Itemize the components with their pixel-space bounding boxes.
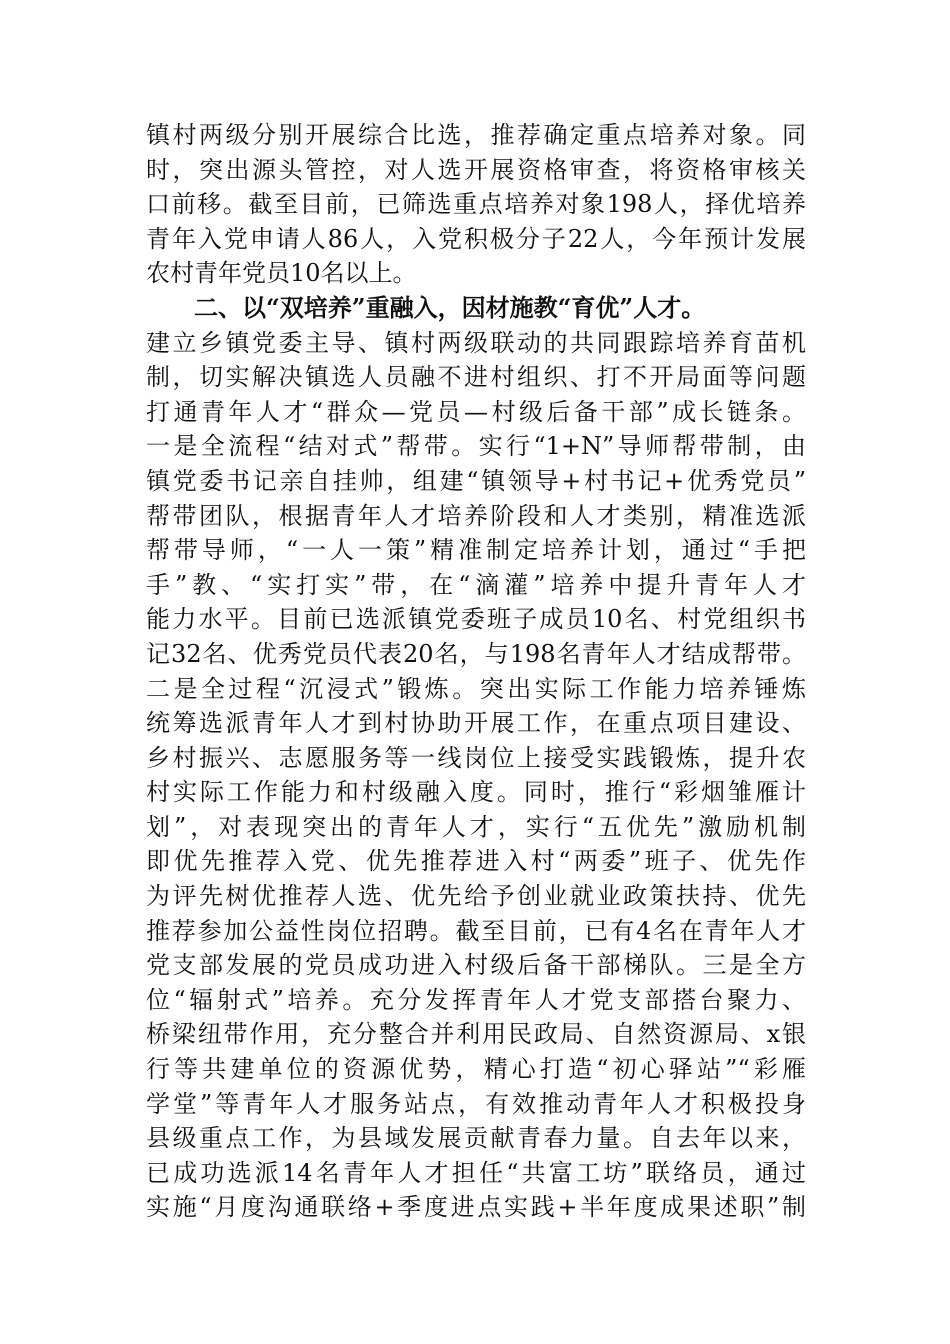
text-line: 建立乡镇党委主导、镇村两级联动的共同跟踪培养育苗机	[146, 328, 806, 357]
text-line: 农村青年党员10名以上。	[146, 259, 417, 288]
text-line: 帮带团队，根据青年人才培养阶段和人才类别，精准选派	[146, 501, 806, 530]
text-line: 记32名、优秀党员代表20名，与198名青年人才结成帮带。	[146, 639, 806, 668]
text-line: 桥梁纽带作用，充分整合并利用民政局、自然资源局、x银	[146, 1020, 806, 1049]
section-heading: 二、以“双培养”重融入，因材施教“育优”人才。	[194, 292, 706, 322]
text-line: 镇党委书记亲自挂帅，组建“镇领导+村书记+优秀党员”	[146, 466, 806, 495]
text-line: 行等共建单位的资源优势，精心打造“初心驿站”“彩雁	[146, 1055, 806, 1084]
text-line: 手”教、“实打实”带，在“滴灌”培养中提升青年人才	[146, 570, 806, 599]
text-line: 青年入党申请人86人，入党积极分子22人，今年预计发展	[146, 224, 806, 253]
text-line: 县级重点工作，为县域发展贡献青春力量。自去年以来，	[146, 1124, 806, 1153]
text-line: 村实际工作能力和村级融入度。同时，推行“彩烟雏雁计	[146, 778, 806, 807]
text-line: 统筹选派青年人才到村协助开展工作，在重点项目建设、	[146, 709, 806, 738]
text-line: 镇村两级分别开展综合比选，推荐确定重点培养对象。同	[146, 121, 806, 149]
text-line: 帮带导师，“一人一策”精准制定培养计划，通过“手把	[146, 536, 806, 565]
text-line: 二是全过程“沉浸式”锻炼。突出实际工作能力培养锤炼	[146, 674, 806, 703]
text-line: 划”，对表现突出的青年人才，实行“五优先”激励机制	[146, 812, 806, 841]
text-line: 位“辐射式”培养。充分发挥青年人才党支部搭台聚力、	[146, 985, 806, 1014]
text-line: 一是全流程“结对式”帮带。实行“1+N”导师帮带制，由	[146, 432, 806, 461]
text-line: 学堂”等青年人才服务站点，有效推动青年人才积极投身	[146, 1089, 806, 1118]
text-line: 党支部发展的党员成功进入村级后备干部梯队。三是全方	[146, 951, 806, 980]
text-line: 推荐参加公益性岗位招聘。截至目前，已有4名在青年人才	[146, 916, 806, 945]
text-line: 打通青年人才“群众—党员—村级后备干部”成长链条。	[146, 397, 806, 426]
text-line: 为评先树优推荐人选、优先给予创业就业政策扶持、优先	[146, 882, 806, 911]
text-line: 能力水平。目前已选派镇党委班子成员10名、村党组织书	[146, 605, 806, 634]
text-line: 即优先推荐入党、优先推荐进入村“两委”班子、优先作	[146, 847, 806, 876]
text-line: 时，突出源头管控，对人选开展资格审查，将资格审核关	[146, 155, 806, 184]
text-line: 实施“月度沟通联络+季度进点实践+半年度成果述职”制	[146, 1193, 806, 1222]
text-line: 已成功选派14名青年人才担任“共富工坊”联络员，通过	[146, 1158, 806, 1187]
text-line: 口前移。截至目前，已筛选重点培养对象198人，择优培养	[146, 190, 806, 219]
text-line: 制，切实解决镇选人员融不进村组织、打不开局面等问题	[146, 363, 806, 392]
text-line: 乡村振兴、志愿服务等一线岗位上接受实践锻炼，提升农	[146, 743, 806, 772]
document-body	[146, 118, 806, 1225]
